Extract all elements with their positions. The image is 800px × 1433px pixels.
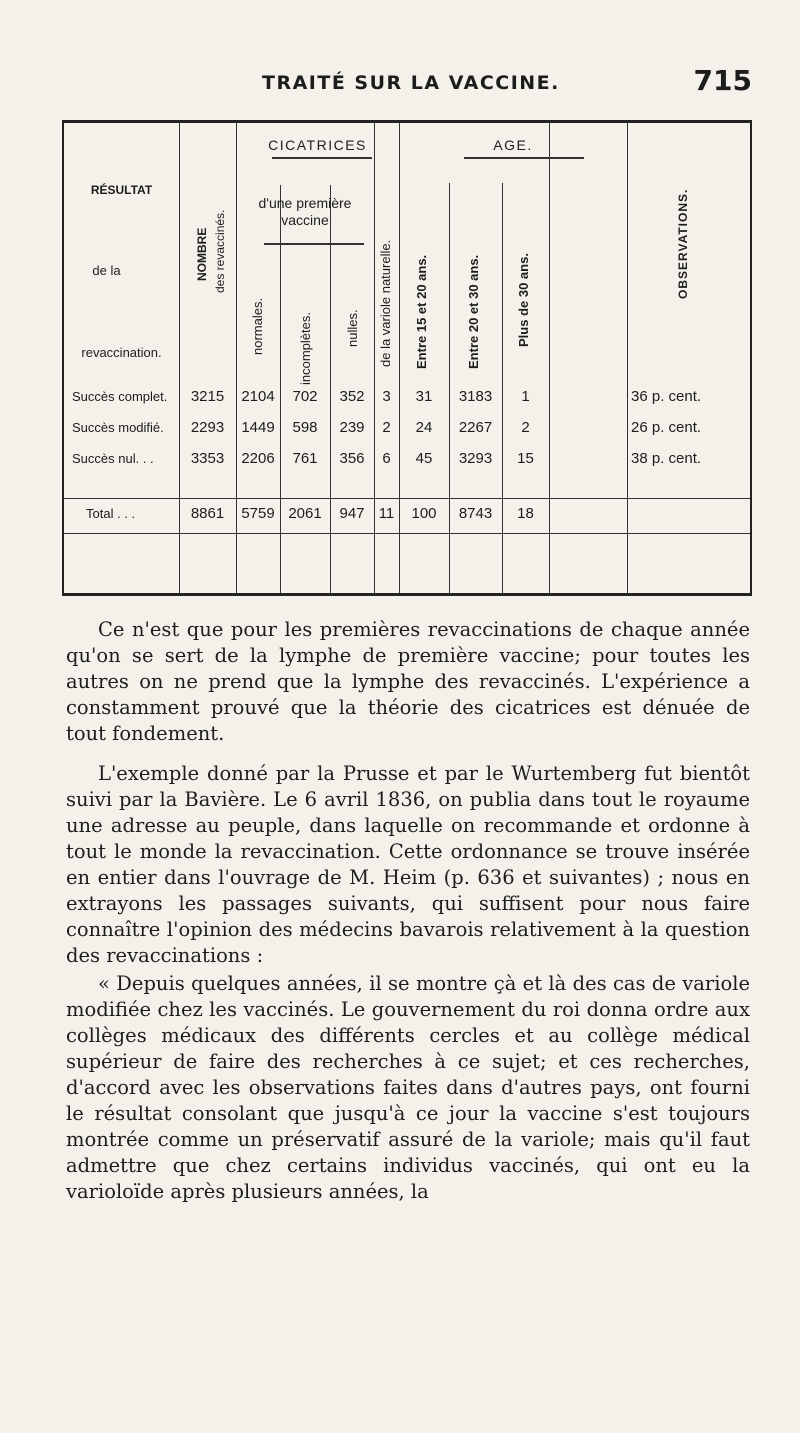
cell-variole: 3 bbox=[382, 388, 391, 405]
header-variole: de la variole naturelle. bbox=[378, 239, 393, 367]
cell-age1: 45 bbox=[415, 450, 433, 467]
cell-age3: 15 bbox=[517, 450, 534, 467]
cell-count: 3353 bbox=[190, 450, 225, 467]
header-age-20-30: Entre 20 et 30 ans. bbox=[466, 254, 481, 369]
cell-observation: 36 p. cent. bbox=[631, 388, 702, 405]
header-age-30-plus: Plus de 30 ans. bbox=[516, 253, 531, 347]
total-label: Total . . . bbox=[86, 506, 136, 521]
total-nulles: 947 bbox=[339, 505, 365, 522]
total-age1: 100 bbox=[411, 505, 437, 522]
statistics-table bbox=[62, 120, 752, 596]
row-label: Succès nul. . . bbox=[72, 451, 154, 466]
header-incompletes: incomplètes. bbox=[298, 312, 313, 385]
header-age: AGE. bbox=[493, 137, 533, 153]
page-number: 715 bbox=[693, 64, 752, 97]
cell-normales: 1449 bbox=[241, 419, 275, 436]
cell-age2: 3183 bbox=[458, 388, 493, 405]
cell-count: 3215 bbox=[190, 388, 225, 405]
cell-nulles: 352 bbox=[339, 388, 365, 405]
cell-age3: 2 bbox=[521, 419, 530, 436]
cell-variole: 2 bbox=[382, 419, 391, 436]
cell-nulles: 356 bbox=[339, 450, 365, 467]
header-first-vaccine: d'une première vaccine bbox=[258, 195, 352, 228]
cell-age2: 3293 bbox=[458, 450, 493, 467]
cell-incompletes: 598 bbox=[292, 419, 318, 436]
header-count: NOMBRE bbox=[195, 227, 209, 281]
header-result-3: revaccination. bbox=[81, 345, 162, 360]
running-title: TRAITÉ SUR LA VACCINE. bbox=[262, 72, 560, 94]
cell-incompletes: 702 bbox=[292, 388, 318, 405]
header-count-2: des revaccinés. bbox=[213, 209, 227, 293]
header-normales: normales. bbox=[250, 297, 265, 355]
paragraph-3: « Depuis quelques années, il se montre çà et là des cas de variole modifiée chez les vaccinés. Le gouvernement du roi donna ordre aux collèges médicaux des différents cercles et au collège médical supérieur de faire des recherches à ce sujet; et ces recherches, d'accord avec les observations faites dans d'autres pays, ont fourni le résultat consolant que jusqu'à ce jour la vaccine s'est toujours montrée comme un préservatif assuré de la variole; mais qu'il faut admettre que chez certains individus vaccinés, qui ont eu la varioloïde après plusieurs années, la bbox=[66, 972, 750, 1203]
cell-incompletes: 761 bbox=[292, 450, 318, 467]
total-age2: 8743 bbox=[458, 505, 493, 522]
cell-count: 2293 bbox=[190, 419, 225, 436]
cell-nulles: 239 bbox=[339, 419, 365, 436]
header-result: RÉSULTAT bbox=[90, 183, 153, 197]
header-observations: OBSERVATIONS. bbox=[676, 188, 690, 299]
cell-age1: 31 bbox=[415, 388, 433, 405]
total-age3: 18 bbox=[517, 505, 534, 522]
paragraph-1: Ce n'est que pour les premières revaccinations de chaque année qu'on se sert de la lymphe de première vaccine; pour toutes les autres on ne prend que la lymphe des revaccinés. L'expérience a constamment prouvé que la théorie des cicatrices est dénuée de tout fondement. bbox=[66, 618, 750, 745]
total-normales: 5759 bbox=[241, 505, 275, 522]
total-count: 8861 bbox=[190, 505, 225, 522]
row-label: Succès modifié. bbox=[72, 420, 164, 435]
cell-age3: 1 bbox=[521, 388, 530, 405]
body-text bbox=[66, 617, 750, 1205]
row-label: Succès complet. bbox=[72, 389, 168, 404]
header-nulles: nulles. bbox=[345, 309, 360, 347]
cell-variole: 6 bbox=[382, 450, 391, 467]
cell-age1: 24 bbox=[415, 419, 433, 436]
running-head bbox=[62, 64, 752, 106]
header-age-15-20: Entre 15 et 20 ans. bbox=[414, 254, 429, 369]
total-variole: 11 bbox=[378, 505, 395, 522]
cell-normales: 2206 bbox=[241, 450, 275, 467]
paragraph-2: L'exemple donné par la Prusse et par le Wurtemberg fut bientôt suivi par la Bavière. Le 6 avril 1836, on publia dans tout le royaume une adresse au peuple, dans laquelle on recommande et ordonne à tout le monde la revaccination. Cette ordonnance se trouve insérée en entier dans l'ouvrage de M. Heim (p. 636 et suivantes) ; nous en extrayons les passages suivants, qui suffisent pour nous faire connaître l'opinion des médecins bavarois relativement à la question des revaccinations : bbox=[66, 762, 750, 967]
header-cicatrices: CICATRICES bbox=[268, 137, 367, 153]
cell-observation: 38 p. cent. bbox=[631, 450, 702, 467]
header-result-2: de la bbox=[92, 263, 121, 278]
cell-normales: 2104 bbox=[241, 388, 275, 405]
total-incompletes: 2061 bbox=[288, 505, 322, 522]
cell-age2: 2267 bbox=[458, 419, 493, 436]
cell-observation: 26 p. cent. bbox=[631, 419, 702, 436]
